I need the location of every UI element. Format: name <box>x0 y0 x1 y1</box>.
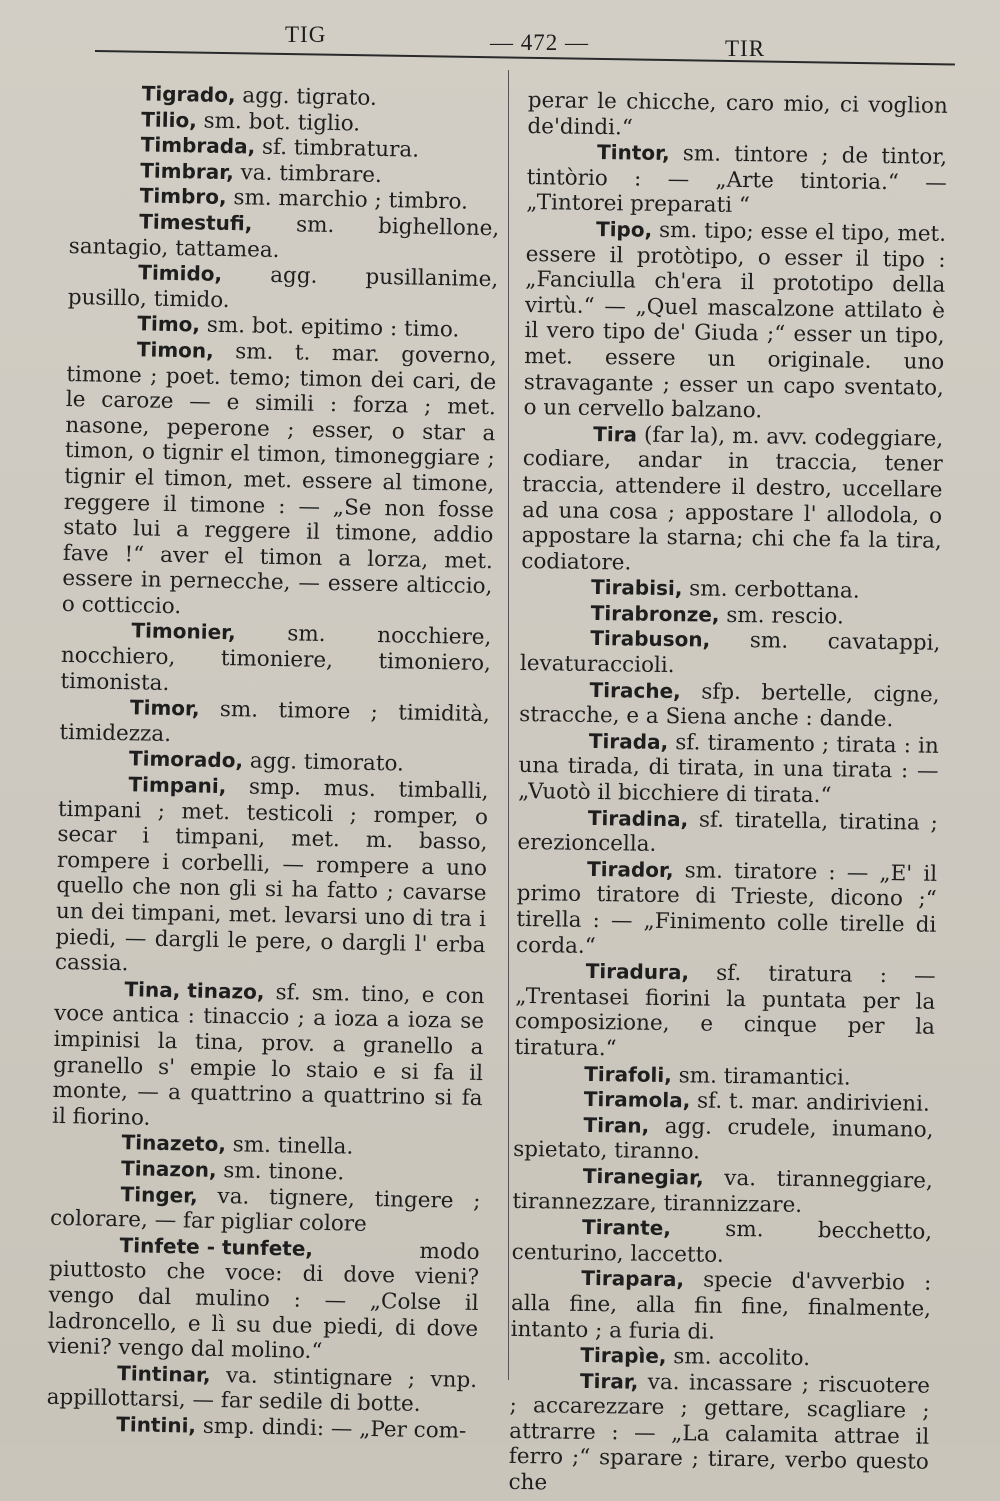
dictionary-entry <box>514 958 935 1066</box>
right-column <box>508 88 948 1501</box>
entry-headword: Tiranegiar, <box>582 1163 704 1190</box>
dictionary-entry <box>523 216 946 427</box>
entry-headword: Tintini, <box>115 1411 197 1438</box>
entry-definition: sf. tiratella, tiratina ; erezioncella. <box>517 806 938 858</box>
entry-headword: Tinazeto, <box>121 1130 227 1157</box>
entry-headword: Timestufi, <box>139 209 253 236</box>
dictionary-entry <box>519 677 940 734</box>
entry-definition: sf. sm. tino, e con voce antica : tinaccio ; a ioza a ioza se impinisi la tina, prov. a granello a granello s' empie lo staio e si fa il monte, — a quattrino a quattrino si fa il fiorino. <box>51 979 485 1131</box>
entry-definition: smp. dindi: — „Per com- <box>195 1413 467 1444</box>
entry-definition: sm. bighellone, santagio, tattamea. <box>68 211 500 263</box>
entry-definition: sm. rescio. <box>719 602 844 630</box>
entry-definition: smp. mus. timballi, timpani ; met. testicoli ; romper, o secar i timpani, met. m. basso, rompere i corbelli, — rompere a uno quello che non gli si ha fatto ; cavarse un dei timpani, met. levarsi uno di tra i piedi, — dargli le pere, o dargli l' erba cassia. <box>54 774 489 977</box>
entry-headword: Tirante, <box>581 1214 672 1241</box>
dictionary-entry <box>512 1163 933 1220</box>
entry-headword: Timido, <box>138 260 223 287</box>
entry-definition: sm. accolito. <box>666 1344 811 1372</box>
entry-headword: Tirapara, <box>581 1266 685 1292</box>
dictionary-entry <box>512 1214 933 1271</box>
entry-definition: sf. tiramento ; tirata : in una tirada, di tirata, in una tirata : — „Vuotò il bicchiere di tirata.“ <box>518 729 940 809</box>
entry-headword: Tintor, <box>596 140 670 166</box>
dictionary-entry <box>513 1112 934 1169</box>
entry-headword: Timor, <box>129 695 200 721</box>
entry-headword: Tipo, <box>595 216 653 242</box>
dictionary-entry <box>52 976 485 1138</box>
entry-headword: Tirapìe, <box>580 1342 667 1369</box>
entry-definition: sm. timore ; timidità, timidezza. <box>59 696 491 747</box>
column-divider <box>508 70 509 1380</box>
dictionary-entry <box>521 421 943 580</box>
dictionary-entry <box>68 259 499 318</box>
dictionary-entry <box>46 1359 477 1418</box>
entry-headword: Timonier, <box>131 618 236 645</box>
entry-headword: Tirache, <box>589 677 681 703</box>
dictionary-entry <box>517 805 938 862</box>
entry-headword: Tirada, <box>588 728 669 754</box>
entry-headword: Tirabisi, <box>590 575 683 601</box>
dictionary-entry <box>60 617 491 702</box>
entry-headword: Tirar, <box>579 1368 639 1394</box>
entry-definition: sf. tiratura : — „Trentasei fiorini la puntata per la composizione, e cinque per la tiratura.“ <box>514 960 936 1062</box>
dictionary-entry <box>510 1265 931 1348</box>
entry-headword: Tirabuson, <box>590 626 711 653</box>
entry-headword: Tiran, <box>583 1112 650 1138</box>
entry-definition: modo piuttosto che voce: di dove vieni? vengo dal mulino : — „Colse il ladroncello, e lì su due piedi, di dove vieni? vengo dal molino.“ <box>47 1236 480 1365</box>
entry-headword: Tiramola, <box>583 1087 691 1113</box>
entry-definition: sfp. bertelle, cigne, stracche, e a Siena anche : dande. <box>519 678 940 733</box>
entry-definition: sm. bot. epitimo : timo. <box>199 312 460 343</box>
entry-definition: perar le chicche, caro mio, ci voglion de'dindi.“ <box>527 88 948 141</box>
dictionary-entry <box>516 856 937 964</box>
entry-definition: sm. tiramantici. <box>671 1062 851 1091</box>
entry-headword: Timorado, <box>128 746 244 773</box>
entry-headword: Tilio, <box>141 106 198 132</box>
dictionary-entry <box>527 88 948 145</box>
entry-definition: sm. tintore ; de tintor, tintòrio : — „Arte tintoria.“ — „Tintorei preparati “ <box>526 141 948 219</box>
entry-definition: sm. nocchiere, nocchiero, timoniere, timoniero, timonista. <box>60 620 492 696</box>
entry-headword: Tirabronze, <box>590 600 720 627</box>
entry-definition: agg. pusillanime, pusillo, timido. <box>67 262 499 313</box>
entry-headword: Timbrada, <box>140 132 256 159</box>
page-number: — 472 — <box>490 30 589 55</box>
entry-definition: sm. t. mar. governo, timone ; poet. temo; timon dei cari, de le caroze — e simili : forza ; met. nasone, peperone ; esser, o star a timon, o tignir el timon, timoneggiare ; tignir el timon, met. essere al timone, reggere il timone : — „Se non fosse stato lui a reggere il timone, addio fave !“ aver el timon a lorza, met. essere in pernecche, — essere alticcio, o cotticcio. <box>61 338 498 620</box>
header-right-guide-word: TIR <box>725 36 766 61</box>
dictionary-entry <box>526 139 947 222</box>
entry-definition: sm. tiratore : — „E' il primo tiratore di Trieste, dicono ;“ tirella : — „Finimento colle tirelle di corda.“ <box>515 857 938 959</box>
entry-headword: Tiradina, <box>587 805 689 831</box>
entry-definition: sm. cerbottana. <box>682 576 860 604</box>
header-left-guide-word: TIG <box>285 22 327 47</box>
entry-headword: Timbrar, <box>140 158 235 184</box>
entry-headword: Tiradura, <box>585 959 690 985</box>
entry-headword: Timbro, <box>139 183 227 210</box>
entry-definition: sm. cavatappi, levaturaccioli. <box>519 628 941 679</box>
dictionary-entry <box>62 336 497 626</box>
entry-headword: Tinger, <box>120 1181 198 1208</box>
dictionary-entry <box>47 1232 479 1368</box>
entry-definition: sm. bot. tiglio. <box>196 107 361 137</box>
entry-definition: agg. tigrato. <box>235 83 378 111</box>
entry-headword: Tinfete - tunfete, <box>119 1232 314 1261</box>
dictionary-entry <box>55 771 489 984</box>
entry-definition: va. tignere, tingere ; colorare, — far pigliar colore <box>49 1183 481 1237</box>
entry-headword: Tira <box>593 421 638 447</box>
entry-definition: sm. tinella. <box>225 1132 354 1160</box>
entry-definition: sf. timbratura. <box>254 134 420 163</box>
entry-definition: agg. timorato. <box>242 748 405 777</box>
dictionary-entry <box>518 728 939 811</box>
entry-definition: va. timbrare. <box>233 159 383 188</box>
entry-headword: Tirador, <box>586 856 674 882</box>
left-column <box>46 80 502 1444</box>
entry-headword: Tintinar, <box>116 1360 211 1387</box>
entry-definition: specie d'avverbio : alla fine, alla fin fine, finalmente, intanto ; a furia di. <box>510 1267 932 1345</box>
entry-headword: Tina, tinazo, <box>124 976 265 1004</box>
entry-definition: va. tiranneggiare, tirannezzare, tirannizzare. <box>512 1165 933 1218</box>
entry-definition: agg. crudele, inumano, spietato, tiranno. <box>512 1113 934 1165</box>
entry-headword: Tigrado, <box>141 81 236 108</box>
dictionary-entry <box>508 1368 930 1501</box>
entry-definition: va. incassare ; riscuotere ; accarezzare ; gettare, scagliare ; attrarre : — „La calamita attrae il ferro ;“ sparare ; tirare, verbo questo che <box>508 1369 931 1496</box>
entry-definition: sf. t. mar. andirivieni. <box>690 1088 931 1117</box>
entry-headword: Timo, <box>137 311 201 337</box>
dictionary-entry <box>50 1180 481 1239</box>
entry-definition: sm. tipo; esse el tipo, met. essere il protòtipo, o esser il tipo : „Fanciulla ch'era il prototipo della virtù.“ — „Quel mascalzone attilato è il vero tipo de' Giuda ;“ esser un tipo, met. essere un originale. uno stravagante ; esser un capo sventato, o un cervello balzano. <box>523 217 947 424</box>
dictionary-entry <box>520 625 941 682</box>
entry-headword: Tirafoli, <box>584 1061 673 1087</box>
entry-definition: sm. becchetto, centurino, laccetto. <box>511 1216 933 1268</box>
entry-headword: Tinazon, <box>120 1156 217 1182</box>
dictionary-entry <box>59 694 490 753</box>
entry-headword: Timon, <box>136 337 214 363</box>
entry-definition: sm. tinone. <box>216 1157 345 1186</box>
entry-headword: Timpani, <box>128 772 227 799</box>
dictionary-entry <box>69 208 500 267</box>
entry-definition: sm. marchio ; timbro. <box>226 185 469 215</box>
entry-definition: va. stintignare ; vnp. appillottarsi, — far sedile di botte. <box>46 1362 478 1418</box>
entry-definition: (far la), m. avv. codeggiare, codiare, andar in traccia, tener traccia, attendere il destro, uccellare ad una cosa ; appostare l' allodola, o appostare la starna; chi che fa la tira, codiatore. <box>521 422 944 576</box>
